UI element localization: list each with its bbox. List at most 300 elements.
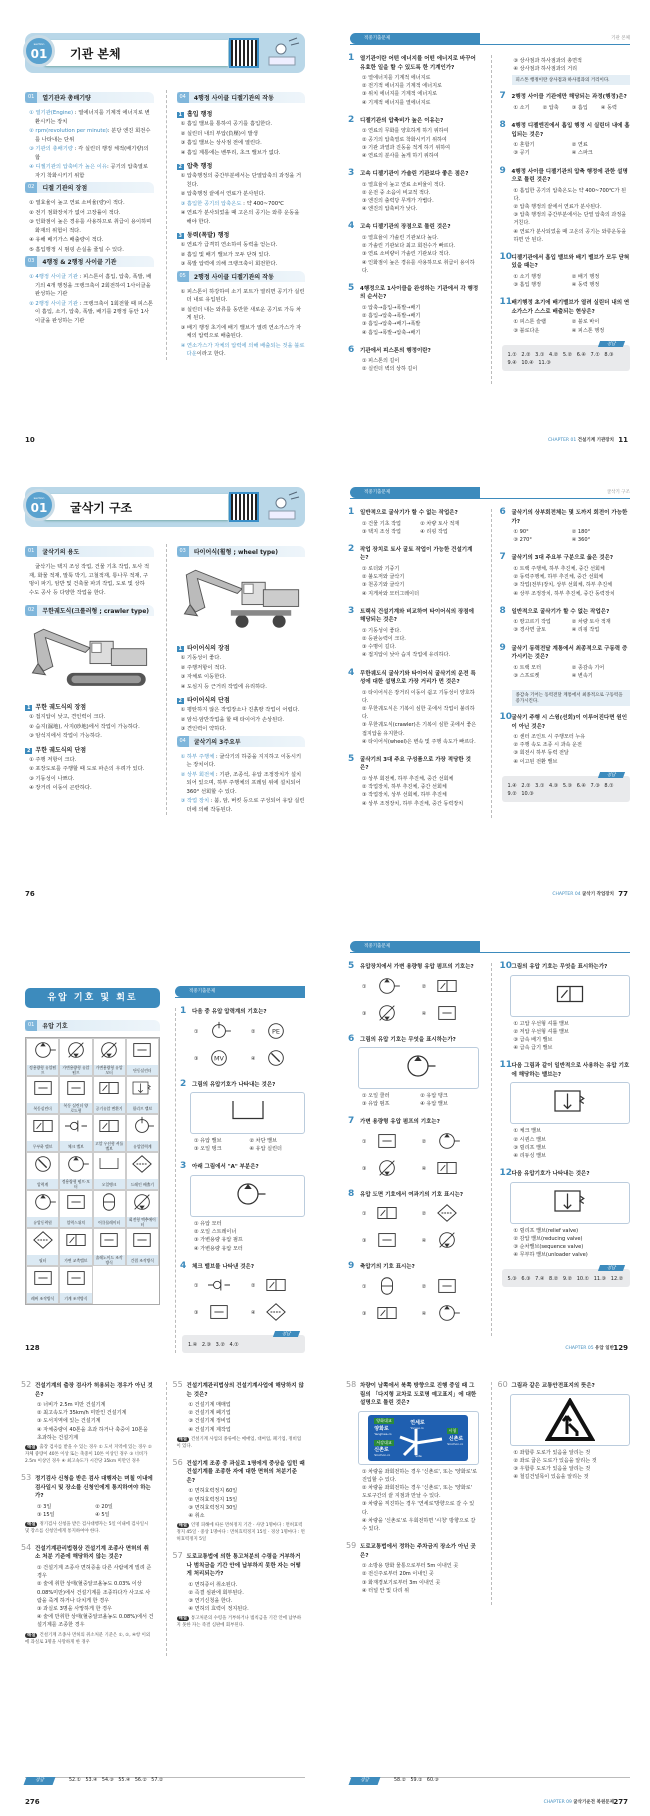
question-text — [172, 1457, 306, 1486]
option[interactable]: ② 좌로 굽은 도로가 있음을 알리는 것 — [513, 1457, 597, 1464]
sign-right-en: Sinchon-ro — [447, 1441, 464, 1446]
option[interactable]: ④ 취소 — [188, 1512, 205, 1519]
symbol-option[interactable] — [194, 1274, 248, 1298]
option[interactable]: ② 운전 중 소음이 비교적 적다. — [362, 189, 431, 196]
option[interactable]: ① 로더와 기중기 — [362, 565, 400, 572]
option[interactable]: ③ 연료 소비량이 가솔린 기관보다 적다. — [362, 251, 451, 258]
option[interactable]: ② 흡입→압축→폭발→배기 — [362, 313, 421, 320]
symbol-graphic — [27, 1153, 58, 1179]
option[interactable]: ④ 변속기 — [571, 672, 593, 679]
option[interactable]: ② 술에 취한 상태(혈중알코올농도 0.03% 이상 0.08%미만)에서 건설기계를 조종하다가 사고로 사람을 죽게 하거나 다치게 한 경우 — [37, 1581, 151, 1604]
question-number: 4 — [180, 1260, 187, 1271]
options-list — [350, 127, 479, 160]
option[interactable]: ① 건설기계 매매업 — [188, 1402, 231, 1408]
option[interactable]: ④ 무부하 밸브(unloader valve) — [513, 1252, 588, 1259]
page-column — [491, 1382, 631, 1605]
option[interactable]: ④ 리듀싱 밸브 — [513, 1152, 546, 1159]
list-item — [177, 683, 306, 692]
option[interactable]: ② 작업장치, 하부 추진체, 중간 선회체 — [362, 784, 447, 791]
option[interactable]: ② 공기의 압축열로 착화시키기 위하여 — [362, 136, 447, 143]
explanation — [177, 1615, 306, 1629]
symbol-label: 회전형 액추에이터 — [127, 1217, 158, 1227]
page-column — [21, 1380, 154, 1656]
option[interactable]: ③ 화재경보기로부터 3m 이내인 곳 — [362, 1579, 441, 1586]
option[interactable]: ② 최고속도가 35km/h 미만인 건설기계 — [37, 1410, 127, 1417]
page-number: 10 — [25, 436, 35, 444]
symbol-graphic — [127, 1153, 158, 1179]
option[interactable]: ④ 급속 급기 밸브 — [513, 1045, 553, 1052]
sign-left: 양화로 — [374, 1425, 389, 1432]
symbol-cell — [93, 1114, 126, 1152]
hydraulic-symbol-icon — [61, 1267, 91, 1293]
symbol-graphic — [127, 1191, 158, 1217]
option[interactable]: ② 즉결 심판에 회부된다. — [188, 1589, 244, 1596]
option[interactable]: ② 전기적 에너지를 기계적 에너지로 — [362, 83, 442, 90]
list-item — [177, 172, 306, 189]
question-stem: 건설기계의 출장 검사가 허용되는 경우가 아닌 것은? — [35, 1383, 153, 1398]
question-text — [499, 712, 631, 731]
options-list — [350, 304, 479, 337]
option[interactable]: ③ 15일 — [37, 1511, 55, 1518]
question-stem: 다음 유압기호가 나타내는 것은? — [511, 1171, 590, 1178]
question-stem: 작업 장치로 토사 굴토 작업이 가능한 건설기계는? — [360, 546, 473, 562]
option[interactable]: ① 소기 — [513, 104, 530, 111]
option[interactable]: ③ 릴리프 밸브 — [513, 1144, 546, 1151]
option[interactable]: ③ 상사점과 하사점과의 총면적 — [513, 58, 582, 64]
option[interactable]: ③ 경사면 굴토 — [513, 627, 546, 634]
option[interactable]: ① 차량을 좌회전하는 경우 '신촌로', 또는 '양화로'로 진입할 수 있다. — [362, 1468, 477, 1483]
page-column — [491, 55, 631, 384]
symbol-cell — [26, 1266, 59, 1304]
option[interactable]: ② 차량을 좌회전하는 경우 '신촌로', 또는 '양화로' 도로구간의 끝 지점과 만날 수 있다. — [362, 1484, 473, 1500]
book-spread — [0, 908, 650, 1362]
question-figure — [358, 1047, 479, 1089]
option[interactable]: ③ 급속 배기 밸브 — [513, 1036, 553, 1043]
option[interactable]: ② 주행 속도 조종 시 과속 운전 — [513, 742, 582, 749]
option[interactable]: ④ 유압 실린더 — [249, 1146, 282, 1153]
option[interactable]: ③ 기관 과열과 진동을 적게 하기 위하여 — [362, 144, 451, 151]
options-list — [502, 141, 631, 157]
option[interactable]: ③ 차량을 직진하는 경우 '연세로'방향으로 갈 수 있다. — [362, 1501, 475, 1516]
symbol-graphic — [127, 1115, 158, 1141]
option[interactable]: ④ 차량을 '신촌로'로 우회전하면 '시청' 방향으로 갈 수 있다. — [362, 1517, 476, 1532]
option[interactable]: ① 소기 행정 — [513, 273, 541, 280]
options-list — [350, 520, 479, 536]
question-text — [499, 91, 631, 102]
question-text — [499, 605, 631, 617]
option[interactable]: ① 면허효력정지 60일 — [188, 1488, 238, 1495]
option[interactable]: ② 면허효력정지 15일 — [188, 1496, 238, 1503]
symbol-cell — [126, 1228, 159, 1266]
book-spread — [0, 1362, 650, 1816]
option[interactable]: ③ 우합류 도로가 있음을 알리는 것 — [513, 1465, 591, 1472]
option[interactable]: ① 유압 모터 — [194, 1220, 222, 1227]
option[interactable]: ④ 리핑 작업 — [571, 627, 600, 634]
option[interactable]: ② 저압 우선형 셔틀 밸브 — [513, 1028, 569, 1035]
option[interactable]: ① 릴리프 밸브(relief valve) — [513, 1227, 579, 1234]
option[interactable]: ① 트랙 모터 — [513, 664, 541, 671]
option[interactable]: ① 열에너지를 기계적 에너지로 — [362, 75, 431, 81]
question-number: 60 — [497, 1380, 508, 1389]
option[interactable]: ② 압축 — [542, 104, 559, 111]
symbol-option[interactable] — [422, 1302, 479, 1326]
option[interactable]: ② 종감속 기어 — [571, 664, 605, 671]
question-stem: 일반적으로 굴삭기가 할 수 없는 작업은? — [511, 608, 610, 615]
option[interactable]: ④ 5일 — [95, 1511, 110, 1518]
options-list — [502, 528, 631, 544]
option[interactable]: ④ 건설기계 제작업 — [188, 1426, 231, 1433]
question-number: 1 — [348, 53, 355, 63]
option[interactable]: ① 흡입한 공기의 압축온도는 약 400~700℃가 된다. — [513, 187, 627, 202]
list-item-text: ③ 폭발 압력에 의해 크랭크축이 회전한다. — [180, 261, 278, 267]
right-page — [325, 454, 650, 908]
option[interactable]: ③ 270° — [513, 537, 532, 544]
option[interactable]: ④ 지게차와 모터그레이더 — [362, 590, 420, 597]
option[interactable]: ④ 리핑 작업 — [420, 528, 448, 535]
option[interactable]: ④ 이고된 전환 밸브 — [513, 758, 558, 765]
option[interactable]: ① 좌합류 도로가 있음을 알리는 것 — [513, 1449, 591, 1456]
symbol-graphic — [127, 1039, 158, 1065]
option[interactable]: ② 등판능력이 크다. — [362, 635, 406, 642]
question-number: 12 — [499, 1168, 513, 1179]
option[interactable]: ① 상부 회전체, 하부 추진체, 중간 선회체 — [362, 775, 454, 782]
option[interactable]: ③ 작업장치, 상부 선회체, 하부 추진체 — [362, 792, 447, 799]
symbol-option[interactable] — [362, 1275, 419, 1299]
option[interactable]: ① 너비가 2.5m 미만 건설기계 — [37, 1402, 106, 1408]
option[interactable]: ③ 건설기계 정비업 — [188, 1418, 231, 1425]
hydraulic-symbol-icon — [28, 1077, 58, 1103]
option[interactable]: ② 동력주행체, 하부 추진체, 중간 선회체 — [513, 574, 604, 581]
symbol-option[interactable] — [194, 1047, 248, 1071]
answer-key-box — [182, 1332, 305, 1353]
symbol-option[interactable] — [251, 1020, 305, 1044]
option[interactable]: ④ 가변용량 유압 모터 — [194, 1245, 243, 1252]
options-list — [25, 1503, 154, 1519]
option[interactable]: ④ 접지압이 낮아 습지 작업에 유리하다. — [362, 652, 451, 659]
options-list — [502, 273, 631, 289]
option[interactable]: ④ 유압 밸브 — [420, 1101, 448, 1108]
crawler-excavator-image — [25, 622, 154, 698]
option[interactable]: ② 연료 — [571, 142, 588, 149]
option[interactable]: ① 열효율이 높고 연료 소비율이 적다. — [362, 181, 446, 188]
option[interactable]: ② 압축 행정의 끝에서 연료가 분사된다. — [513, 203, 602, 210]
option[interactable]: ② 블로 바이 — [571, 319, 600, 326]
symbol-option[interactable] — [362, 1157, 419, 1181]
option[interactable]: ③ 무한궤도식(crawler)은 기복이 심한 곳에서 좋은 접지압을 유지한다. — [362, 722, 477, 737]
question-number: 2 — [348, 543, 355, 554]
option[interactable]: ④ 타이어식(wheel)은 변속 및 주행 속도가 빠르다. — [362, 738, 476, 745]
option[interactable]: ③ 공기 — [513, 150, 530, 157]
sign-tag: 서강대교 — [376, 1439, 392, 1445]
symbol-option[interactable] — [251, 1274, 305, 1298]
option[interactable]: ① 건물 기초 작업 — [362, 520, 401, 527]
question-stem: 4행정 디젤엔진에서 흡입 행정 시 실린더 내에 흡입되는 것은? — [511, 123, 630, 138]
option[interactable]: ① 건설기계 조종사 면허증을 다른 사람에게 빌려 준 경우 — [37, 1564, 152, 1580]
option[interactable]: ① 트랙 주행체, 하부 추진체, 중간 선회체 — [513, 565, 605, 572]
question-stem: 차량이 남쪽에서 북쪽 방향으로 진행 중일 때 그림의 「다지형 교차로 도로명 예고표지」에 대한 설명으로 틀린 것은? — [360, 1383, 477, 1406]
list-item-text: ② 포장도로를 주행할 때 도로 파손의 우려가 있다. — [29, 766, 145, 772]
symbol-graphic — [27, 1229, 58, 1255]
question-text — [21, 1473, 154, 1501]
option[interactable]: ④ 상사점과 하사점과의 거리 — [513, 66, 578, 73]
question-text — [180, 1078, 305, 1090]
option[interactable]: ② 유압 탱크 — [420, 1093, 448, 1099]
section-heading-title: 열기관과 총배기량 — [42, 95, 91, 102]
question-text — [21, 1380, 154, 1399]
symbol-option[interactable] — [362, 1002, 419, 1026]
question-text — [499, 552, 631, 563]
option[interactable]: ② 시퀀스 밸브 — [513, 1136, 546, 1143]
option[interactable]: ③ 흡입→압축→배기→폭발 — [362, 321, 421, 328]
option[interactable]: ① 체크 밸브 — [513, 1128, 541, 1135]
symbol-option[interactable] — [422, 1202, 479, 1226]
question-number: 2 — [180, 1078, 187, 1089]
symbol-graphic — [27, 1039, 58, 1065]
question-stem: 굴삭기 동력전달 계통에서 최종적으로 구동력 증가시키는 것은? — [511, 645, 628, 661]
option[interactable]: ④ 터널 안 및 다리 위 — [362, 1587, 410, 1594]
option[interactable]: ② 감압 밸브(reducing valve) — [513, 1235, 583, 1242]
section-heading — [177, 736, 306, 747]
option[interactable]: ③ 수명이 길다. — [362, 644, 397, 651]
option[interactable]: ① 피스톤 슬랩 — [513, 319, 546, 326]
exam-strip-header — [175, 986, 305, 998]
options-list — [502, 187, 631, 244]
option[interactable]: ① 기동성이 좋다. — [362, 627, 401, 634]
option[interactable]: ④ 철길건널목이 있음을 알리는 것 — [513, 1474, 589, 1481]
option[interactable]: ① 혼합기 — [513, 142, 535, 149]
section-heading-title: 무한궤도식(크롤러형 ; crawler type) — [42, 608, 150, 615]
option[interactable]: ① 땅고르기 작업 — [513, 619, 551, 626]
page-columns — [21, 1380, 305, 1656]
option[interactable]: ④ 동력 — [600, 104, 617, 111]
question-stem: 디젤기관에서 흡입 밸브와 배기 밸브가 모두 닫혀있을 때는? — [511, 254, 630, 270]
symbol-option[interactable] — [194, 1301, 248, 1325]
pump-symbol-icon — [388, 1051, 448, 1085]
symbol-cell — [93, 1228, 126, 1266]
option[interactable]: ③ 흡입 행정 — [513, 282, 541, 289]
option[interactable]: ③ 작업(전부)장치, 상부 선회체, 하부 추진체 — [513, 582, 613, 589]
option[interactable]: ③ 엔진의 출력당 무게가 가볍다. — [362, 198, 434, 205]
option[interactable]: ③ 오일 탱크 — [194, 1146, 222, 1153]
option[interactable]: ④ 면허의 효력이 정지된다. — [188, 1606, 249, 1613]
option[interactable]: ② 180° — [571, 529, 591, 535]
page-column — [350, 509, 479, 818]
option[interactable]: ③ 블로다운 — [513, 327, 540, 334]
option[interactable]: ③ 면허효력정지 30일 — [188, 1504, 238, 1511]
question — [348, 1033, 479, 1109]
option[interactable]: ② 전신주로부터 20m 이내인 곳 — [362, 1571, 434, 1578]
question-number: 54 — [21, 1542, 32, 1552]
page-columns — [25, 90, 305, 360]
symbol-option[interactable] — [362, 1202, 419, 1226]
symbol-option[interactable] — [422, 1157, 479, 1181]
merge-warning-sign-icon — [545, 1398, 595, 1442]
question-text — [348, 1033, 479, 1045]
hydraulic-symbol-icon — [432, 1202, 462, 1226]
option[interactable]: ① 압축→흡입→폭발→배기 — [362, 304, 421, 311]
section-heading-number: 01 — [25, 546, 37, 557]
question-stem: 도로교통법에서 정하는 주차금지 장소가 아닌 곳은? — [360, 1544, 476, 1559]
list-item — [177, 200, 306, 209]
option[interactable]: ④ 상부 조정장치, 하부 추진체, 중간 동력장치 — [362, 800, 464, 807]
list-item-text: : 공기의 압축열로 자기 착화시키기 위함 — [35, 164, 148, 179]
option[interactable]: ② 불도저와 굴삭기 — [362, 574, 405, 581]
question-text — [348, 344, 479, 356]
answer-key-text: 1.④ 2.② 3.① 4.③ 5.③ 6.④ 7.③ 8.① 9.② 10.③ — [507, 782, 614, 797]
hydraulic-symbol-icon — [432, 1229, 462, 1253]
page-columns — [175, 1008, 305, 1353]
symbol-option[interactable] — [194, 1020, 248, 1044]
section-title: 기관 본체 — [70, 47, 121, 61]
option[interactable]: ③ 가변용량 유압 펌프 — [194, 1237, 243, 1244]
list-item — [177, 130, 306, 139]
option[interactable]: ② 차량 토사 적재 — [420, 520, 460, 527]
option[interactable]: ④ 연료의 분사를 높게 하기 위하여 — [362, 152, 439, 159]
list-item-term: ② 상부 회전체 — [180, 771, 215, 778]
hydraulic-symbol-icon — [127, 1191, 157, 1217]
option[interactable]: ③ 순차밸브(sequence valve) — [513, 1244, 584, 1251]
option[interactable]: ③ 압축 행정의 중간부분에서는 단열 압축의 과정을 거친다. — [513, 212, 627, 227]
option[interactable]: ① 90° — [513, 529, 529, 535]
options-list — [350, 775, 479, 808]
symbol-option[interactable] — [362, 1130, 419, 1154]
section-heading-number: 02 — [25, 182, 37, 193]
symbol-option[interactable] — [422, 1130, 479, 1154]
qr-code-icon[interactable] — [229, 492, 259, 522]
section-heading-title: 4행정 & 2행정 사이클 기관 — [42, 259, 117, 266]
symbol-cell — [59, 1152, 92, 1190]
answer-strip — [350, 1777, 630, 1786]
option[interactable]: ① 열효율이 가솔린 기관보다 높다. — [362, 234, 439, 241]
symbol-option[interactable] — [362, 1302, 419, 1326]
question-number: 10 — [499, 961, 513, 971]
symbol-cell — [126, 1114, 159, 1152]
option[interactable]: ② 차량 토사 적재 — [571, 619, 611, 626]
option[interactable]: ③ 연기신청을 한다. — [188, 1598, 233, 1605]
option[interactable]: ③ 천공기와 굴삭기 — [362, 582, 405, 589]
option[interactable]: ① 고압 우선형 셔틀 밸브 — [513, 1020, 569, 1027]
option-marker: ① — [362, 1211, 367, 1218]
chapter-footer — [565, 1345, 614, 1351]
symbol-graphic — [27, 1115, 58, 1141]
hydraulic-symbol-icon — [127, 1153, 157, 1179]
symbol-graphic — [94, 1039, 125, 1065]
option[interactable]: ① 피스톤의 길이 — [362, 358, 400, 365]
option[interactable]: ③ 과실로 3명을 사망하게 한 경우 — [37, 1605, 112, 1612]
option[interactable]: ③ 회전시 하부 동력 전달 — [513, 750, 569, 757]
symbol-option[interactable] — [422, 975, 479, 999]
list-item-text: ① 열효율이 높고 연료 소비율(량)이 적다. — [29, 200, 125, 206]
option[interactable]: ④ 술에 만취한 상태(혈중알코올농도 0.08%)에서 건설기계를 조종한 경우 — [37, 1614, 154, 1629]
option[interactable]: ③ 위치 에너지를 기계적 에너지로 — [362, 91, 438, 98]
symbol-option[interactable] — [251, 1047, 305, 1071]
symbol-option[interactable] — [362, 1229, 419, 1253]
option[interactable]: ② 차단 밸브 — [249, 1138, 277, 1144]
hydraulic-symbol-icon — [372, 1202, 402, 1226]
option[interactable]: ④ 연료가 분사되었을 때 고온의 공기는 와류운동을 하면 안 된다. — [513, 228, 627, 243]
symbol-option[interactable] — [422, 1229, 479, 1253]
symbol-label: 어큐뮬레이터 — [94, 1217, 125, 1227]
option[interactable]: ① 센터 조인트 시 주행모터 누유 — [513, 734, 586, 741]
option[interactable]: ③ 택지 조성 작업 — [362, 528, 401, 535]
option[interactable]: ④ 엔진의 압축비가 낮다. — [362, 206, 418, 213]
symbol-option[interactable] — [422, 1275, 479, 1299]
option[interactable]: ④ 360° — [571, 537, 591, 544]
option[interactable]: ② 가솔린 기관보다 최고 회전수가 빠르다. — [362, 243, 456, 250]
question — [499, 120, 631, 157]
question-stem: 아래 그림에서 "A" 부분은? — [192, 1164, 259, 1171]
list-item-term: ① 4행정 사이클 기관 — [29, 274, 78, 280]
question-number: 11 — [499, 297, 513, 308]
option[interactable]: ④ 상부 조정장치, 하부 추진체, 중간 동력장치 — [513, 590, 615, 597]
option-marker: ④ — [421, 1310, 427, 1317]
question — [499, 507, 631, 544]
option[interactable]: ① 오일 쿨러 — [362, 1093, 390, 1099]
option[interactable]: ③ 유압 펌프 — [362, 1101, 390, 1108]
option[interactable]: ① 소방용 방화 물통으로부터 5m 이내인 곳 — [362, 1563, 459, 1570]
option[interactable]: ① 유압 밸브 — [194, 1138, 222, 1144]
option[interactable]: ④ 자체중량이 40톤을 초과 하거나 축중이 10톤을 초과하는 건설기계 — [37, 1426, 148, 1441]
option-marker: ④ — [421, 1238, 427, 1245]
option[interactable]: ② 오일 스트레이너 — [194, 1229, 237, 1236]
options-list — [25, 1401, 154, 1442]
option[interactable]: ④ 인화점이 높은 경유를 사용하므로 취급이 용이하다. — [362, 259, 475, 274]
option[interactable]: ④ 동력 행정 — [571, 282, 600, 289]
question-stem: 다음 그림과 같이 일반적으로 사용하는 유압 기호에 해당하는 밸브는? — [511, 1063, 630, 1078]
option[interactable]: ① 면허증이 취소된다. — [188, 1581, 238, 1588]
option[interactable]: ① 연료의 무화를 양호하게 하기 위하여 — [362, 128, 449, 135]
option[interactable]: ② 배기 행정 — [571, 273, 600, 280]
symbol-option[interactable] — [362, 975, 419, 999]
option[interactable]: ④ 스파크 — [571, 150, 593, 157]
qr-code-icon[interactable] — [229, 38, 259, 68]
subheading-number: 3 — [178, 233, 182, 239]
page-column — [166, 90, 306, 360]
symbol-label: 가변용량형 유압모터 — [94, 1065, 125, 1075]
symbol-option[interactable] — [251, 1301, 305, 1325]
option[interactable]: ④ 기계적 에너지를 열에너지로 — [362, 99, 431, 106]
symbol-graphic — [94, 1115, 125, 1141]
option[interactable]: ② 건설기계 폐기업 — [188, 1410, 231, 1417]
section-heading-title: 굴삭기의 용도 — [42, 549, 80, 556]
option[interactable]: ① 3일 — [37, 1503, 52, 1510]
symbol-option[interactable] — [422, 1002, 479, 1026]
option[interactable]: ② 실린더 벽의 상하 길이 — [362, 366, 418, 373]
option[interactable]: ④ 흡입→폭발→압축→배기 — [362, 329, 421, 336]
option[interactable]: ③ 도서지역에 있는 건설기계 — [37, 1418, 101, 1425]
option[interactable]: ② 20일 — [95, 1503, 113, 1510]
section-heading-number: 04 — [177, 92, 189, 103]
symbol-cell — [59, 1076, 92, 1114]
question-number: 10 — [499, 251, 513, 262]
option[interactable]: ② 무한궤도식은 기복이 심한 곳에서 작업이 불리하다. — [362, 705, 475, 721]
option[interactable]: ④ 피스톤 행정 — [571, 327, 605, 334]
option[interactable]: ③ 흡입 — [571, 104, 588, 111]
student-illustration — [261, 491, 301, 523]
hydraulic-symbol-icon — [372, 1002, 402, 1026]
list-item — [25, 236, 154, 245]
sign-bottom-en: Sinchon-ro — [374, 1452, 391, 1457]
hydraulic-symbol-icon — [94, 1153, 124, 1179]
option[interactable]: ① 타이어식은 장거리 이동이 쉽고 기동성이 양호하다. — [362, 689, 475, 704]
question-stem: 체크 밸브를 나타낸 것은? — [192, 1263, 255, 1270]
option-marker: ③ — [194, 1310, 199, 1317]
option[interactable]: ③ 스프로켓 — [513, 672, 540, 679]
list-item — [177, 706, 306, 715]
left-page — [0, 1362, 325, 1816]
hydraulic-symbol-icon — [28, 1267, 58, 1293]
exam-strip-label: 적중기출문제 — [350, 33, 480, 44]
